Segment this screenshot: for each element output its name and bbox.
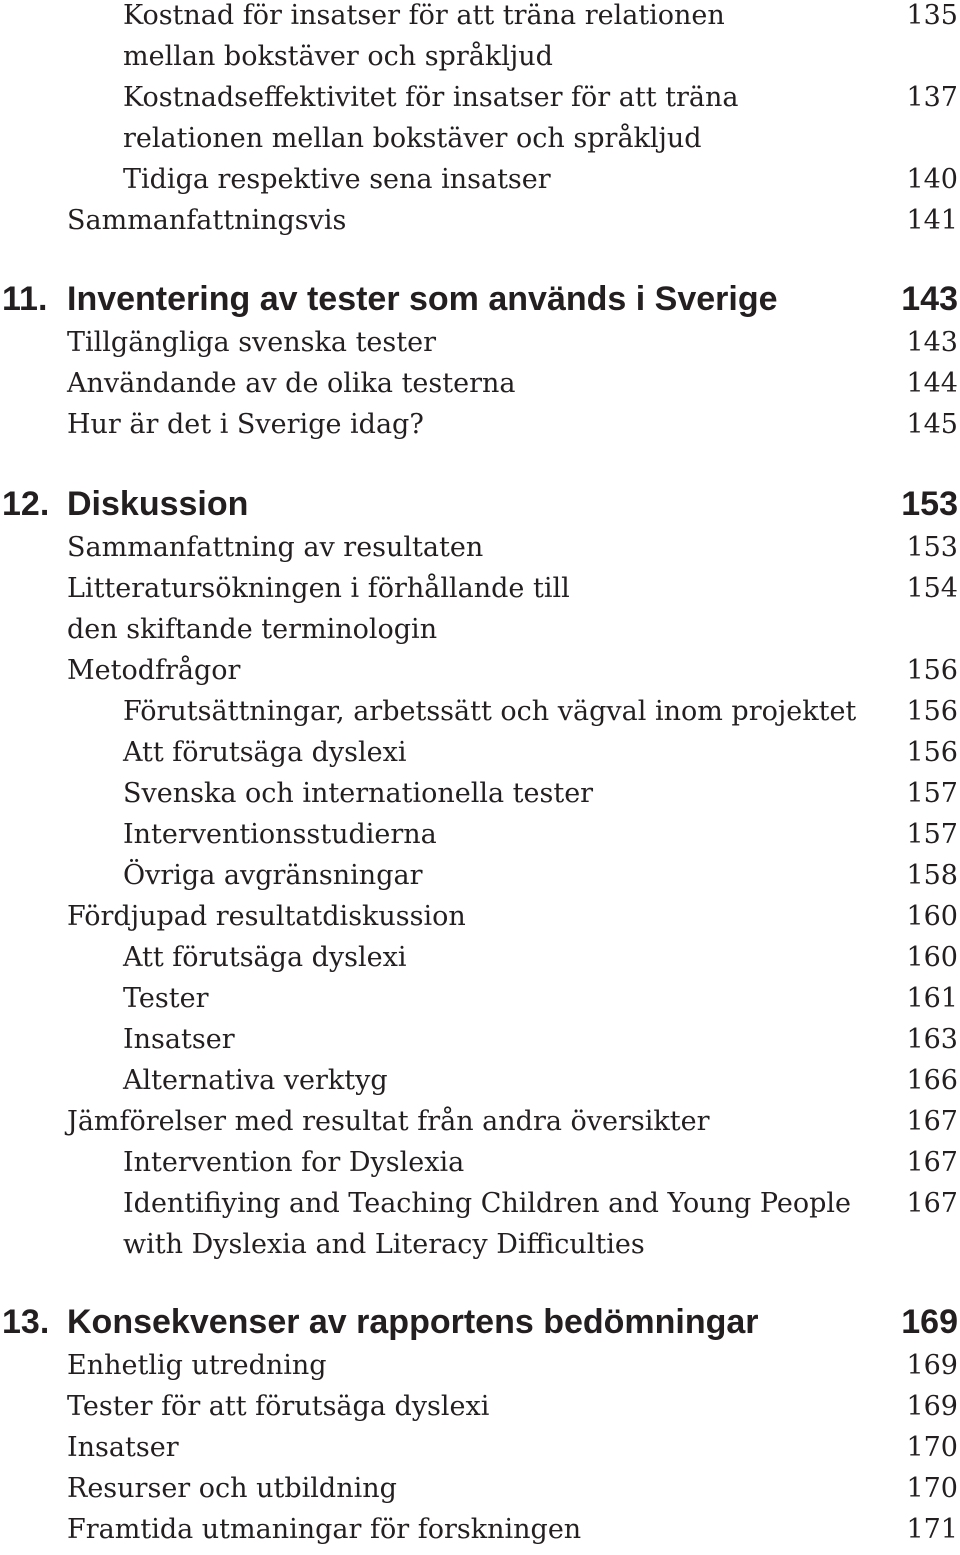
toc-entry-title: Enhetlig utredning — [67, 1350, 327, 1381]
toc-entry-row — [0, 1024, 960, 1062]
toc-entry-page-number: 145 — [906, 409, 958, 440]
toc-entry-page-number: 157 — [906, 778, 958, 809]
chapter-page-number: 143 — [901, 280, 958, 318]
toc-entry-title: Kostnadseffektivitet för insatser för att träna — [123, 82, 739, 113]
toc-entry-row — [0, 983, 960, 1021]
toc-entry-row — [0, 409, 960, 447]
toc-entry-row — [0, 1147, 960, 1185]
toc-entry-title: Användande av de olika testerna — [67, 368, 516, 399]
toc-entry-page-number: 167 — [906, 1147, 958, 1178]
toc-entry-title: mellan bokstäver och språkljud — [123, 40, 553, 72]
toc-entry-row — [0, 123, 960, 161]
chapter-title: Diskussion — [67, 485, 249, 523]
toc-entry-row — [0, 614, 960, 652]
toc-entry-row — [0, 368, 960, 406]
chapter-page-number: 153 — [901, 485, 958, 523]
toc-entry-row — [0, 860, 960, 898]
toc-entry-title: Att förutsäga dyslexi — [123, 737, 407, 768]
chapter-number: 11. — [2, 280, 48, 318]
toc-entry-title: Förutsättningar, arbetssätt och vägval inom projektet — [123, 696, 857, 727]
toc-entry-page-number: 156 — [906, 737, 958, 768]
toc-chapter-row — [0, 485, 960, 531]
toc-entry-page-number: 158 — [906, 860, 958, 891]
chapter-number: 12. — [2, 485, 50, 523]
toc-entry-title: Litteratursökningen i förhållande till — [67, 573, 570, 604]
toc-entry-title: Tillgängliga svenska tester — [67, 327, 436, 358]
toc-entry-title: relationen mellan bokstäver och språkljud — [123, 122, 702, 154]
toc-entry-page-number: 169 — [906, 1350, 958, 1381]
toc-entry-page-number: 144 — [906, 368, 958, 399]
toc-entry-page-number: 156 — [906, 655, 958, 686]
toc-entry-page-number: 135 — [906, 0, 958, 31]
toc-entry-row — [0, 942, 960, 980]
toc-entry-row — [0, 655, 960, 693]
toc-entry-row — [0, 1432, 960, 1470]
toc-entry-title: Tidiga respektive sena insatser — [123, 164, 551, 195]
toc-entry-title: Svenska och internationella tester — [123, 778, 594, 809]
toc-entry-page-number: 156 — [906, 696, 958, 727]
toc-entry-title: Metodfrågor — [67, 655, 241, 686]
toc-entry-title: Resurser och utbildning — [67, 1473, 397, 1504]
toc-entry-row — [0, 737, 960, 775]
toc-entry-page-number: 153 — [906, 532, 958, 563]
toc-entry-title: Tester — [123, 983, 209, 1014]
toc-entry-page-number: 167 — [906, 1188, 958, 1219]
toc-entry-page-number: 143 — [906, 327, 958, 358]
toc-entry-title: Identifiying and Teaching Children and Young People — [123, 1188, 851, 1219]
toc-entry-page-number: 160 — [906, 942, 958, 973]
toc-entry-title: Sammanfattning av resultaten — [67, 532, 484, 563]
toc-entry-page-number: 169 — [906, 1391, 958, 1422]
toc-entry-row — [0, 1229, 960, 1267]
toc-entry-row — [0, 573, 960, 611]
toc-entry-page-number: 140 — [906, 164, 958, 195]
toc-entry-title: Intervention for Dyslexia — [123, 1147, 465, 1178]
toc-entry-row — [0, 1065, 960, 1103]
toc-entry-title: Hur är det i Sverige idag? — [67, 409, 424, 440]
toc-entry-page-number: 166 — [906, 1065, 958, 1096]
toc-entry-row — [0, 205, 960, 243]
toc-entry-title: Jämförelser med resultat från andra översikter — [67, 1106, 710, 1137]
toc-entry-row — [0, 1514, 960, 1552]
toc-entry-page-number: 163 — [906, 1024, 958, 1055]
toc-entry-page-number: 167 — [906, 1106, 958, 1137]
toc-entry-title: Sammanfattningsvis — [67, 205, 347, 236]
toc-entry-title: with Dyslexia and Literacy Difficulties — [123, 1228, 645, 1260]
toc-chapter-row — [0, 280, 960, 326]
chapter-page-number: 169 — [901, 1303, 958, 1341]
toc-entry-title: Interventionsstudierna — [123, 819, 437, 850]
toc-entry-title: Tester för att förutsäga dyslexi — [67, 1391, 490, 1422]
toc-entry-page-number: 154 — [906, 573, 958, 604]
toc-entry-row — [0, 532, 960, 570]
toc-entry-page-number: 141 — [906, 205, 958, 236]
toc-entry-title: den skiftande terminologin — [67, 613, 438, 645]
toc-entry-row — [0, 1391, 960, 1429]
toc-entry-title: Fördjupad resultatdiskussion — [67, 901, 466, 932]
toc-entry-title: Kostnad för insatser för att träna relationen — [123, 0, 725, 31]
toc-entry-page-number: 170 — [906, 1473, 958, 1504]
toc-entry-page-number: 160 — [906, 901, 958, 932]
toc-entry-row — [0, 1473, 960, 1511]
toc-entry-page-number: 170 — [906, 1432, 958, 1463]
toc-entry-page-number: 137 — [906, 82, 958, 113]
toc-entry-title: Insatser — [67, 1432, 179, 1463]
toc-entry-row — [0, 0, 960, 38]
toc-entry-row — [0, 1188, 960, 1226]
toc-entry-row — [0, 1106, 960, 1144]
toc-entry-page-number: 171 — [906, 1514, 958, 1545]
toc-entry-row — [0, 41, 960, 79]
toc-entry-row — [0, 778, 960, 816]
toc-chapter-row — [0, 1303, 960, 1349]
toc-entry-page-number: 161 — [906, 983, 958, 1014]
chapter-title: Inventering av tester som används i Sverige — [67, 280, 778, 318]
chapter-number: 13. — [2, 1303, 50, 1341]
chapter-title: Konsekvenser av rapportens bedömningar — [67, 1303, 759, 1341]
toc-entry-row — [0, 901, 960, 939]
toc-entry-page-number: 157 — [906, 819, 958, 850]
toc-entry-title: Insatser — [123, 1024, 235, 1055]
toc-entry-row — [0, 164, 960, 202]
toc-entry-row — [0, 82, 960, 120]
toc-entry-title: Övriga avgränsningar — [123, 860, 423, 891]
toc-entry-row — [0, 327, 960, 365]
toc-entry-row — [0, 819, 960, 857]
toc-entry-title: Att förutsäga dyslexi — [123, 942, 407, 973]
toc-entry-row — [0, 1350, 960, 1388]
toc-entry-title: Alternativa verktyg — [123, 1065, 388, 1096]
toc-entry-title: Framtida utmaningar för forskningen — [67, 1514, 582, 1545]
toc-entry-row — [0, 696, 960, 734]
